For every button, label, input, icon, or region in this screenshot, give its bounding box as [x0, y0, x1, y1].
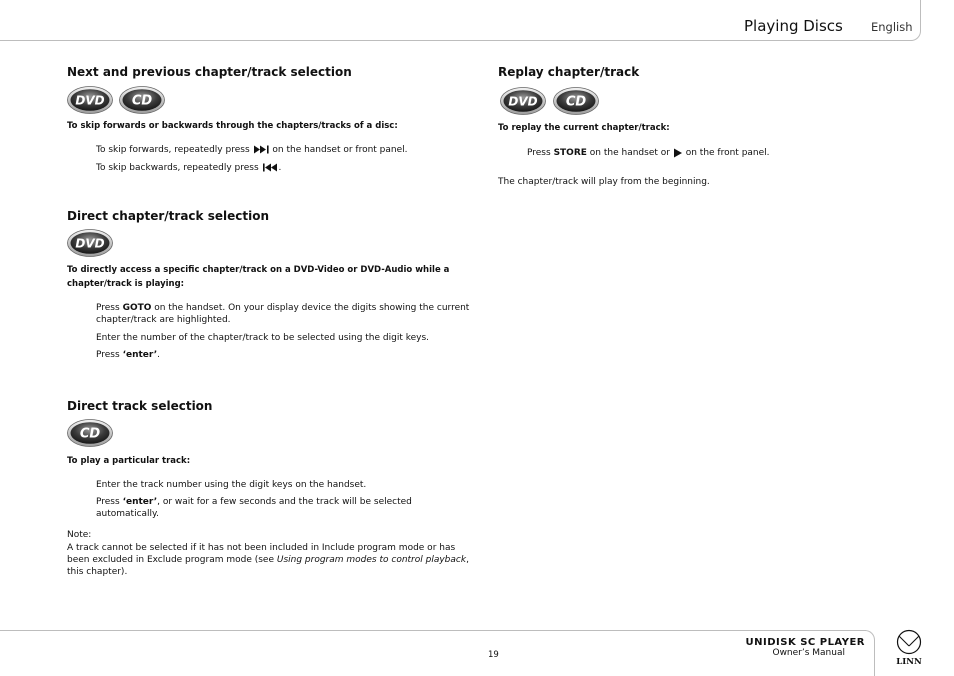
- section-heading-direct-chapter: Direct chapter/track selection: [67, 209, 269, 223]
- note-text: [67, 554, 469, 566]
- enter-key: ‘enter’: [122, 350, 158, 360]
- step-text: on the handset. On your display device the digits showing the current: [154, 303, 470, 313]
- digit-entry-step: Enter the number of the chapter/track to be selected using the digit keys.: [96, 333, 430, 343]
- replay-result: The chapter/track will play from the beginning.: [498, 177, 710, 187]
- svg-text:CD: CD: [131, 93, 153, 109]
- step-text: To skip backwards, repeatedly press: [96, 163, 259, 173]
- cd-badge-icon: [67, 419, 113, 447]
- enter-step: [96, 349, 160, 361]
- note-text: A track cannot be selected if it has not been included in Include program mode or has: [67, 543, 456, 553]
- goto-key: GOTO: [122, 303, 152, 313]
- step-text: Press: [96, 303, 120, 313]
- product-name: UNIDISK SC PLAYER: [745, 637, 865, 648]
- section-heading-replay: Replay chapter/track: [498, 65, 640, 79]
- skip-backward-icon: [262, 163, 279, 172]
- manual-label: Owner’s Manual: [772, 648, 845, 658]
- step-text: Press: [96, 350, 120, 360]
- note-text-part: ,: [466, 555, 469, 565]
- enter-step: [96, 496, 412, 508]
- skip-forward-icon: [253, 145, 270, 154]
- header-rule: [0, 40, 912, 41]
- instruction-lead: To replay the current chapter/track:: [498, 123, 670, 133]
- dvd-badge-icon: [500, 87, 546, 115]
- section-heading-next-previous: Next and previous chapter/track selection: [67, 65, 352, 79]
- svg-text:DVD: DVD: [75, 93, 105, 108]
- footer-rule: [0, 630, 866, 631]
- step-text: on the front panel.: [685, 148, 770, 158]
- instruction-lead: chapter/track is playing:: [67, 279, 185, 289]
- svg-text:DVD: DVD: [508, 94, 538, 109]
- instruction-lead: To skip forwards or backwards through the chapters/tracks of a disc:: [67, 121, 398, 131]
- svg-text:CD: CD: [565, 94, 587, 110]
- cd-badge-icon: [553, 87, 599, 115]
- play-icon: [673, 148, 683, 158]
- goto-step: [96, 302, 469, 314]
- step-text: To skip forwards, repeatedly press: [96, 145, 250, 155]
- step-text: , or wait for a few seconds and the track will be selected: [157, 497, 412, 507]
- step-text: Press: [527, 148, 551, 158]
- cross-reference: Using program modes to control playback: [276, 555, 467, 565]
- replay-step: [527, 147, 770, 159]
- note-label: Note:: [67, 530, 92, 540]
- step-text: .: [157, 350, 161, 360]
- dvd-badge-icon: [67, 86, 113, 114]
- step-text: on the handset or front panel.: [272, 145, 408, 155]
- goto-step-continued: chapter/track are highlighted.: [96, 315, 231, 325]
- step-text: Press: [96, 497, 120, 507]
- enter-step-continued: automatically.: [96, 509, 159, 519]
- track-number-step: Enter the track number using the digit keys on the handset.: [96, 480, 367, 490]
- page-title: Playing Discs: [744, 17, 843, 35]
- svg-text:DVD: DVD: [75, 236, 105, 251]
- dvd-badge-icon: [67, 229, 113, 257]
- instruction-lead: To play a particular track:: [67, 456, 191, 466]
- cd-badge-icon: [119, 86, 165, 114]
- language-label: English: [871, 20, 913, 34]
- section-heading-direct-track: Direct track selection: [67, 399, 213, 413]
- svg-text:CD: CD: [79, 426, 101, 442]
- svg-text:LINN: LINN: [896, 657, 922, 667]
- note-text: this chapter).: [67, 567, 128, 577]
- step-text: .: [278, 163, 282, 173]
- linn-logo-icon: [895, 629, 923, 667]
- store-key: STORE: [553, 148, 587, 158]
- skip-forward-step: [96, 144, 408, 156]
- page-number: 19: [488, 650, 499, 660]
- instruction-lead: To directly access a specific chapter/track on a DVD-Video or DVD-Audio while a: [67, 265, 450, 275]
- note-text-part: been excluded in Exclude program mode (see: [67, 555, 274, 565]
- enter-key: ‘enter’: [122, 497, 158, 507]
- skip-backward-step: [96, 162, 281, 174]
- step-text: on the handset or: [589, 148, 670, 158]
